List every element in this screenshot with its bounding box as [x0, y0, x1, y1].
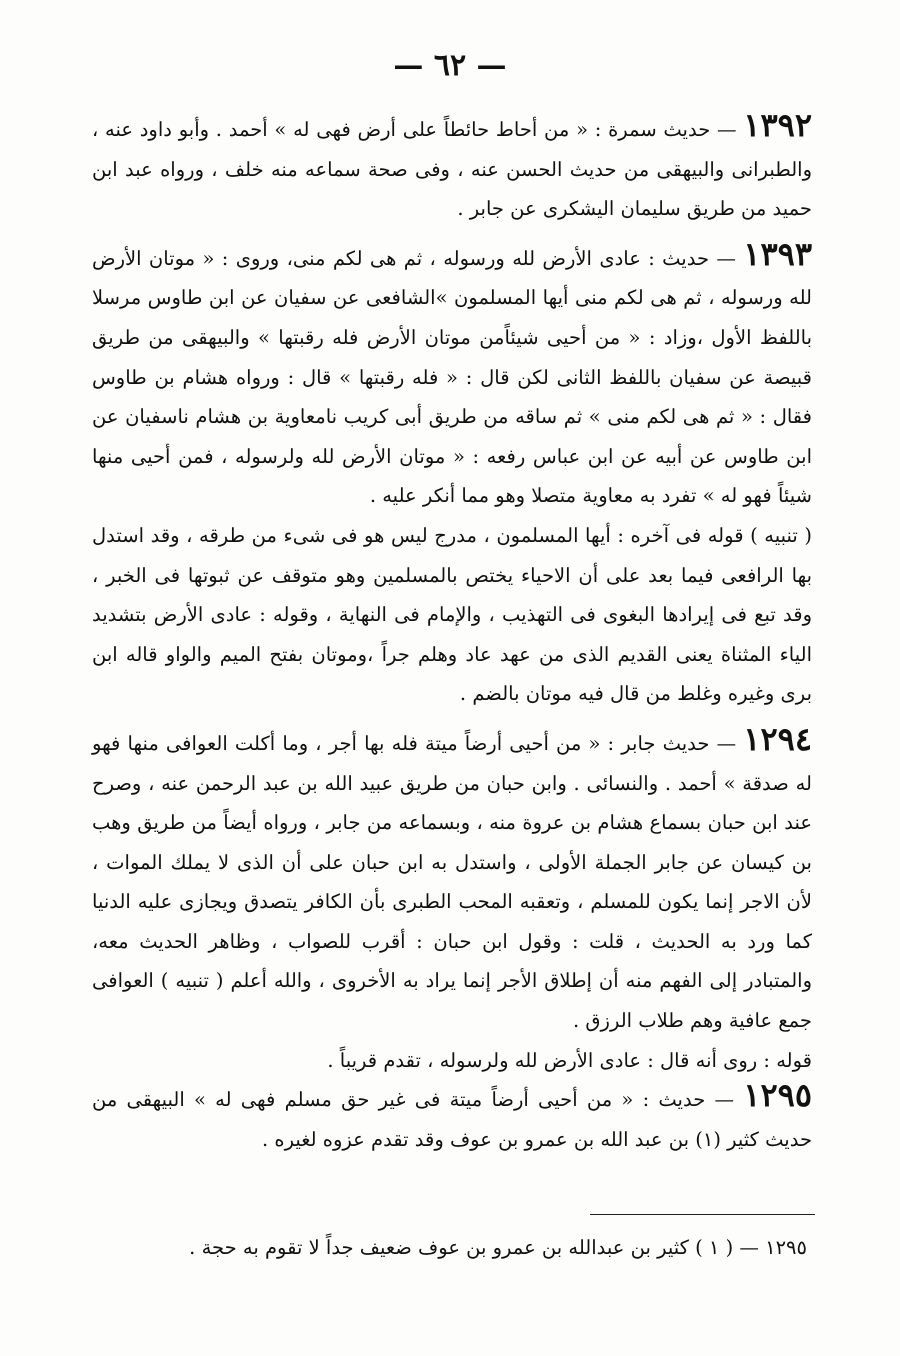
note-text: ( تنبيه ) قوله فى آخره : أيها المسلمون ، مدرج ليس هو فى شىء من طرقه ، وقد استدل بها الرافعى فيما بعد على أن الاحياء يختص بالمسلمين وهو متوقف عن ثبوتها فى الخبر ، وقد تبع فى إيرادها البغوى فى التهذيب ، والإمام فى النهاية ، وقوله : عادى الأرض بتشديد الياء المثناة يعنى القديم الذى من عهد عاد وهلم جراً ،وموتان بفتح الميم والواو قاله ابن برى وغيره وغلط من قال فيه موتان بالضم . — [92, 523, 812, 706]
hadith-number: ١٢٩٥ — [743, 1076, 812, 1115]
hadith-1294 — [92, 719, 812, 1041]
hadith-1393 — [92, 234, 812, 516]
hadith-text: — حديث : « من أحيى أرضاً ميتة فى غير حق مسلم فهى له » البيهقى من حديث كثير (١) بن عبد الله بن عمرو بن عوف وقد تقدم عزوه لغيره . — [92, 1088, 812, 1151]
hadith-number: ١٣٩٢ — [743, 106, 812, 144]
note-text: قوله : روى أنه قال : عادى الأرض لله ولرسوله ، تقدم قريباً . — [327, 1048, 812, 1072]
footnote-divider — [590, 1214, 815, 1215]
hadith-text: — حديث سمرة : « من أحاط حائطاً على أرض فهى له » أحمد . وأبو داود عنه ، والطبرانى والبيهقى من حديث الحسن عنه ، وفى صحة سماعه منه خلف ، ورواه عبد ابن حميد من طريق سليمان اليشكرى عن جابر . — [92, 118, 812, 221]
hadith-number: ١٣٩٣ — [743, 234, 812, 273]
main-text — [92, 106, 812, 1159]
hadith-1392 — [92, 106, 812, 229]
page-number: — ٦٢ — — [393, 48, 507, 83]
hadith-1295 — [92, 1076, 812, 1159]
tanbih-note — [92, 516, 812, 714]
qawluhu-line — [92, 1041, 812, 1081]
hadith-text: — حديث : عادى الأرض لله ورسوله ، ثم هى لكم منى، وروى : « موتان الأرض لله ورسوله ، ثم هى لكم منى أيها المسلمون »الشافعى عن سفيان عن ابن طاوس مرسلا باللفظ الأول ،وزاد : « من أحيى شيئاًمن موتان الأرض فله رقبتها » والبيهقى من طريق قبيصة عن سفيان باللفظ الثانى لكن قال : « فله رقبتها » قال : ورواه هشام بن طاوس فقال : « ثم هى لكم منى » ثم ساقه من طريق أبى كريب نامعاوية بن هشام ناسفيان عن ابن طاوس عن أبيه عن ابن عباس رفعه : « موتان الأرض لله ولرسوله ، فمن أحيى منها شيئاً فهو له » تفرد به معاوية متصلا وهو مما أنكر عليه . — [92, 246, 812, 508]
footnote: ١٢٩٥ — ( ١ ) كثير بن عبدالله بن عمرو بن عوف ضعيف جداً لا تقوم به حجة . — [189, 1236, 807, 1259]
hadith-text: — حديث جابر : « من أحيى أرضاً ميتة فله بها أجر ، وما أكلت العوافى منها فهو له صدقة » أحمد . والنسائى . وابن حبان من طريق عبيد الله بن عبد الرحمن عنه ، وصرح عند ابن حبان بسماع هشام بن عروة منه ، وبسماعه من جابر ، ورواه أيضاً من طريق وهب بن كيسان عن جابر الجملة الأولى ، واستدل به ابن حبان على أن الذى لا يملك الموات ، لأن الاجر إنما يكون للمسلم ، وتعقبه المحب الطبرى بأن الكافر يتصدق ويجازى عليه الدنيا كما ورد به الحديث ، قلت : وقول ابن حبان : أقرب للصواب ، وظاهر الحديث معه، والمتبادر إلى الفهم منه أن إطلاق الأجر إنما يراد به الأخروى ، والله أعلم ( تنبيه ) العوافى جمع عافية وهم طلاب الرزق . — [92, 731, 812, 1033]
hadith-number: ١٢٩٤ — [743, 719, 812, 758]
